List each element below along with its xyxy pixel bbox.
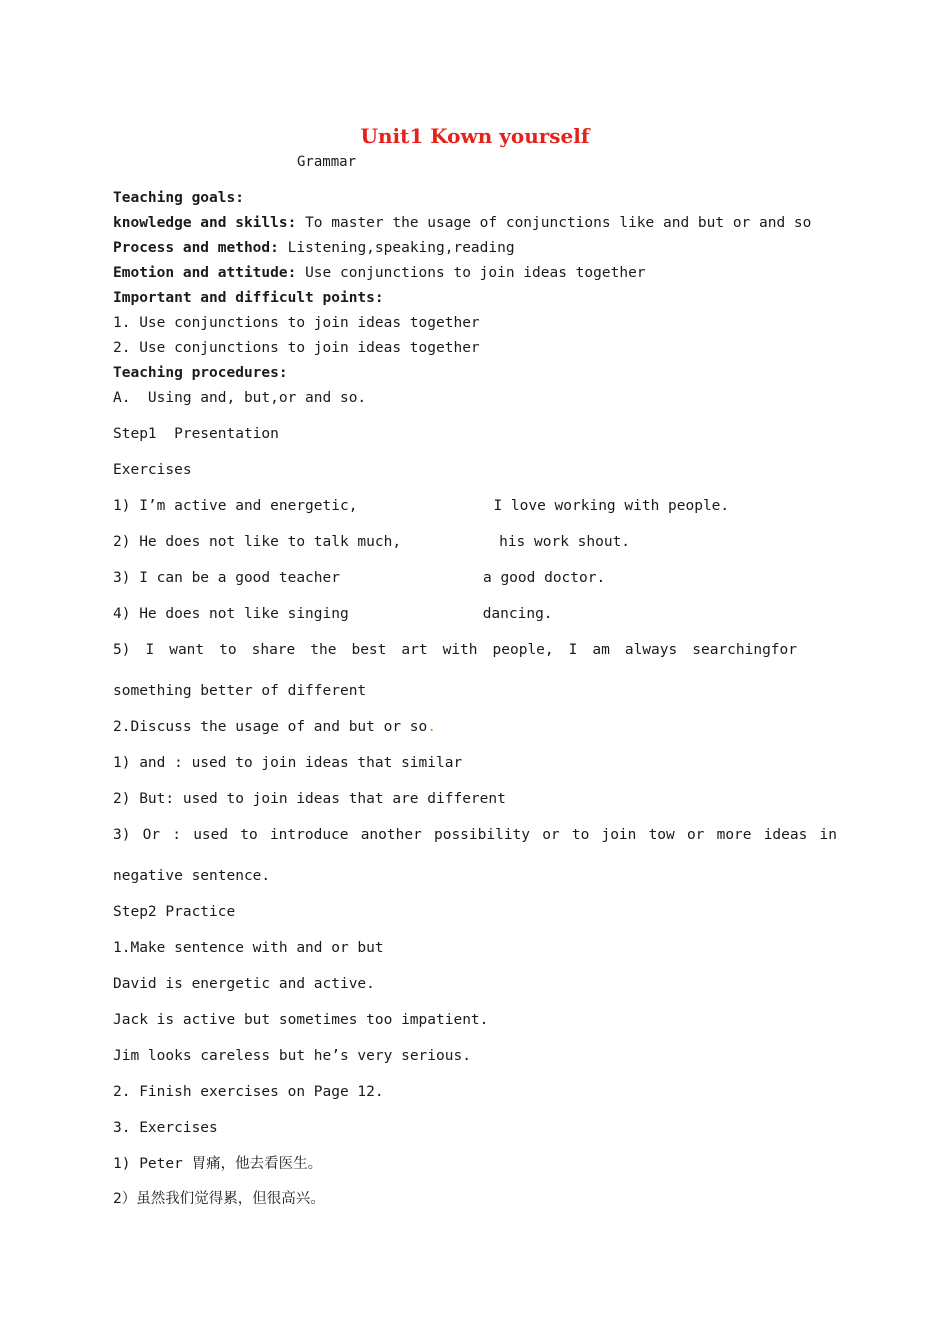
document-title: Unit1 Kown yourself	[360, 124, 590, 148]
points-heading: Important and difficult points:	[113, 290, 384, 306]
sentence-3	[113, 1047, 471, 1065]
exercise-4	[113, 605, 553, 623]
exercise-4-part-a: 4) He does not like singing	[113, 606, 349, 622]
discuss-heading	[113, 718, 436, 736]
exercise-5-line-2: something better of different	[113, 683, 367, 699]
usage-but: 2) But: used to join ideas that are different	[113, 791, 506, 807]
step1-heading: Step1 Presentation	[113, 426, 279, 442]
chinese-exercise-1: 1) Peter 胃痛，他去看医生。	[113, 1156, 323, 1172]
exercise-5-line-1: 5) I want to share the best art with people, I am always searchingfor	[113, 642, 797, 658]
emotion-label: Emotion and attitude:	[113, 265, 297, 281]
goals-heading: Teaching goals:	[113, 190, 244, 206]
discuss-text: 2.Discuss the usage of and but or so	[113, 719, 428, 735]
exercise-1	[113, 497, 729, 515]
exercise-3	[113, 569, 605, 587]
knowledge-label: knowledge and skills:	[113, 215, 297, 231]
usage-and: 1) and : used to join ideas that similar	[113, 755, 463, 771]
exercise-1-part-b: I love working with people.	[493, 498, 730, 514]
exercise-3-part-b: a good doctor.	[482, 570, 606, 586]
process-text: Listening,speaking,reading	[287, 240, 515, 256]
exercise-2-part-b: his work shout.	[499, 534, 631, 550]
process-label-a: Process	[113, 240, 183, 256]
process-label-b: and method:	[182, 240, 279, 256]
point-2: 2. Use conjunctions to join ideas together	[113, 340, 480, 356]
mark-dot: .	[427, 719, 437, 735]
knowledge-text: To master the usage of conjunctions like and but or and so	[305, 215, 812, 231]
exercise-2	[113, 533, 630, 551]
make-sentence-task: 1.Make sentence with and or but	[113, 940, 384, 956]
point-1: 1. Use conjunctions to join ideas together	[113, 315, 480, 331]
sentence-3-part-b: y serious.	[383, 1048, 471, 1064]
sentence-2: Jack is active but sometimes too impatient.	[113, 1012, 489, 1028]
sentence-1: David is energetic and active.	[113, 976, 375, 992]
exercises-3-heading: 3. Exercises	[113, 1120, 218, 1136]
exercise-3-part-a: 3) I can be a good teacher	[113, 570, 340, 586]
process-label	[113, 240, 279, 256]
step2-heading: Step2 Practice	[113, 904, 236, 920]
process-line	[113, 239, 515, 257]
chinese-exercise-2: 2）虽然我们觉得累，但很高兴。	[113, 1191, 325, 1207]
document-subtitle: Grammar	[297, 154, 357, 170]
exercise-2-part-a: 2) He does not like to talk much,	[113, 534, 402, 550]
emotion-line	[113, 264, 646, 282]
exercises-heading: Exercises	[113, 462, 192, 478]
emotion-text: Use conjunctions to join ideas together	[305, 265, 646, 281]
finish-task: 2. Finish exercises on Page 12.	[113, 1084, 384, 1100]
exercise-4-part-b: dancing.	[482, 606, 553, 622]
usage-or-line-1: 3) Or : used to introduce another possibility or to join tow or more ideas in	[113, 827, 837, 843]
knowledge-line	[113, 214, 811, 232]
sentence-3-part-a: Jim looks careless but he’s ver	[113, 1048, 384, 1064]
exercise-1-part-a: 1) I’m active and energetic,	[113, 498, 358, 514]
usage-or-line-2: negative sentence.	[113, 868, 271, 884]
procedures-heading: Teaching procedures:	[113, 365, 288, 381]
section-a: A. Using and, but,or and so.	[113, 390, 367, 406]
